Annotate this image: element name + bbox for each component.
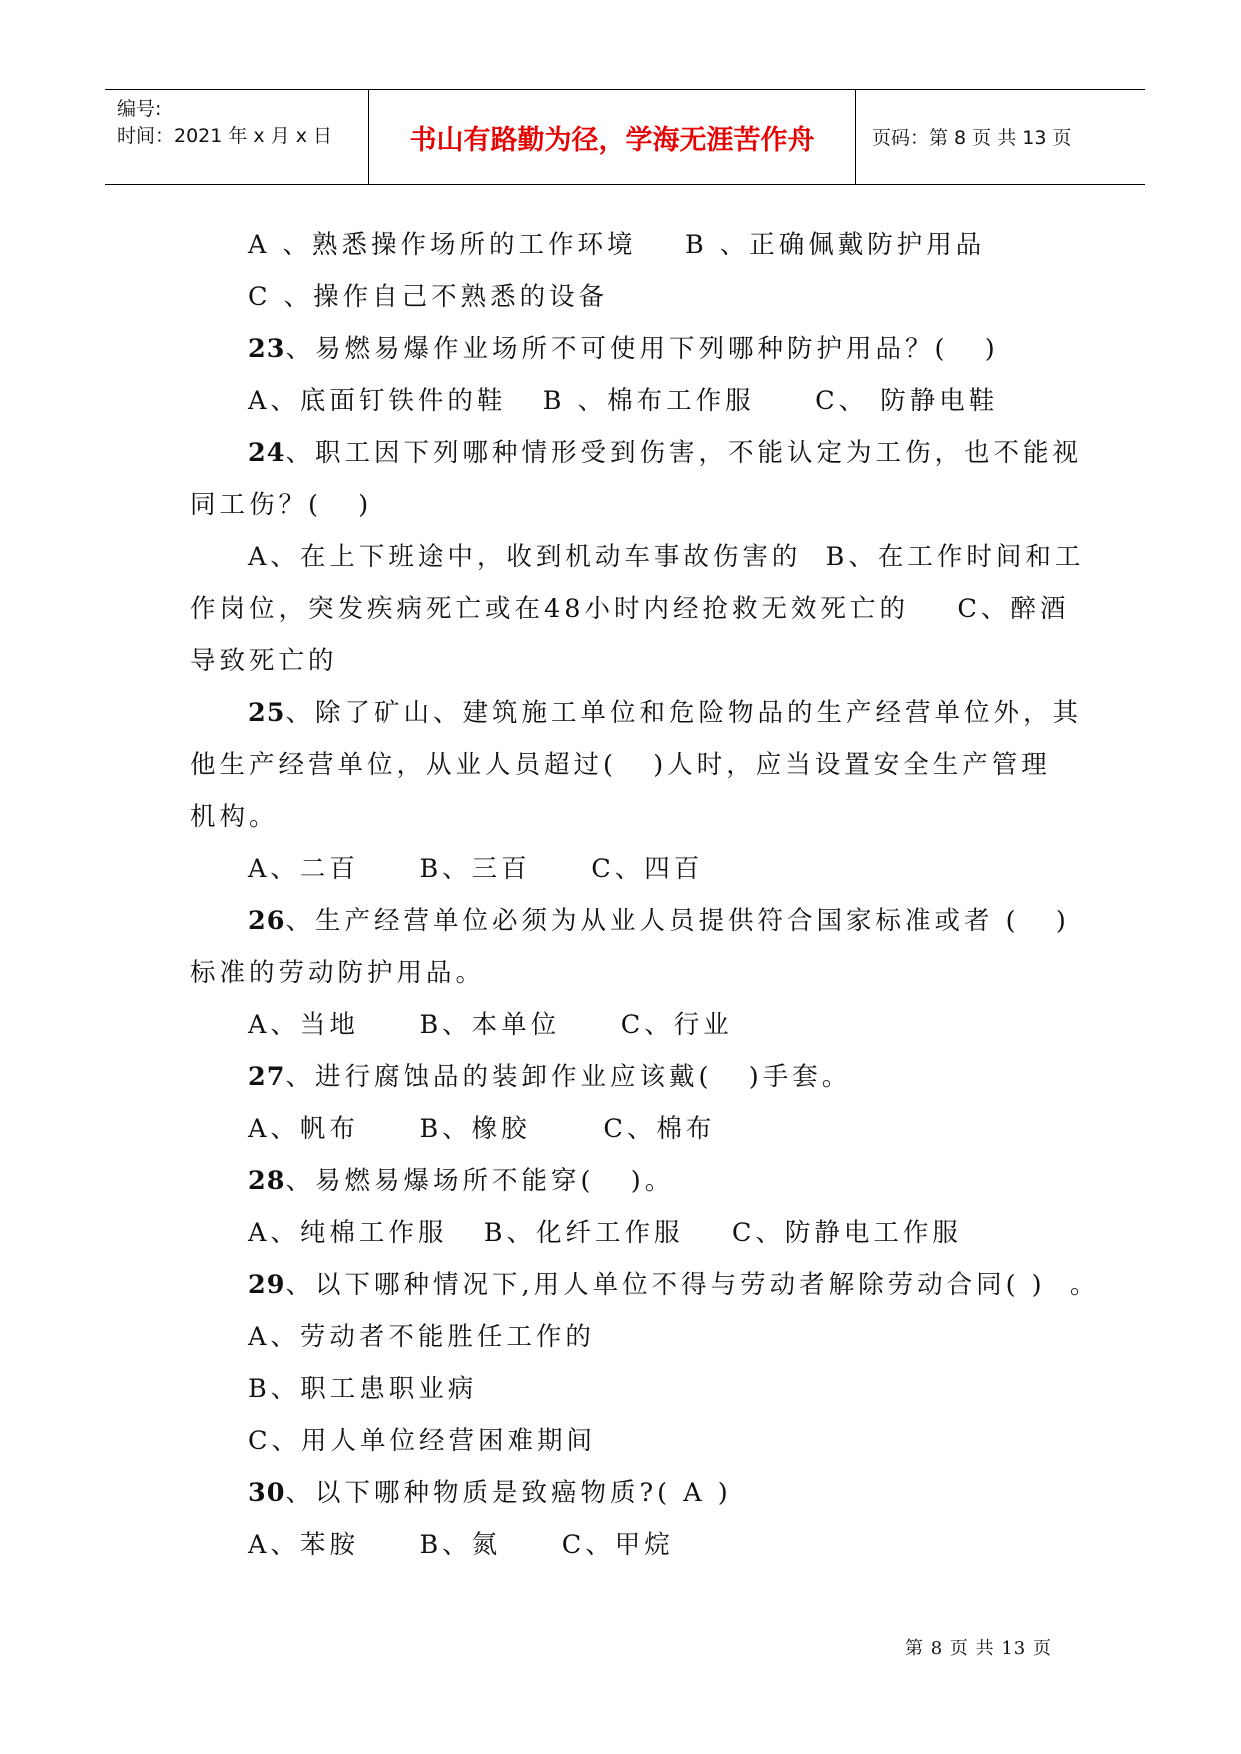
content-line bbox=[190, 1363, 1060, 1415]
question-line bbox=[190, 1155, 1060, 1207]
question-number: 25 bbox=[248, 698, 286, 728]
question-content bbox=[190, 219, 1100, 1571]
content-line bbox=[190, 635, 1060, 687]
document-time-label: 时间：2021 年 x 月 x 日 bbox=[117, 125, 333, 147]
content-line bbox=[190, 739, 1060, 791]
line-text: 、易燃易爆场所不能穿( )。 bbox=[285, 1166, 675, 1196]
content-line bbox=[190, 271, 1060, 323]
line-text: A、纯棉工作服 B、化纤工作服 C、防静电工作服 bbox=[248, 1218, 962, 1248]
content-line bbox=[190, 479, 1060, 531]
header-meta-cell bbox=[105, 90, 369, 184]
content-line bbox=[190, 843, 1060, 895]
page-footer: 第 8 页 共 13 页 bbox=[905, 1638, 1052, 1659]
question-number: 30 bbox=[248, 1478, 286, 1508]
question-line bbox=[190, 687, 1083, 739]
line-text: 作岗位，突发疾病死亡或在48小时内经抢救无效死亡的 C、醉酒 bbox=[190, 594, 1070, 624]
content-line bbox=[190, 1519, 1060, 1571]
content-line bbox=[190, 1415, 1060, 1467]
content-line bbox=[190, 1207, 1060, 1259]
header-page-cell bbox=[856, 90, 1145, 184]
line-text: 、进行腐蚀品的装卸作业应该戴( )手套。 bbox=[285, 1062, 852, 1092]
page-header bbox=[105, 89, 1145, 185]
question-line bbox=[190, 1259, 1100, 1311]
line-text: 、易燃易爆作业场所不可使用下列哪种防护用品？( ) bbox=[285, 334, 999, 364]
content-line bbox=[190, 999, 1060, 1051]
line-text: 、以下哪种情况下,用人单位不得与劳动者解除劳动合同( ) 。 bbox=[285, 1270, 1100, 1300]
line-text: A、苯胺 B、氮 C、甲烷 bbox=[248, 1530, 674, 1560]
question-number: 23 bbox=[248, 334, 286, 364]
question-line bbox=[190, 1051, 1060, 1103]
content-line bbox=[190, 947, 1060, 999]
content-line bbox=[190, 219, 1060, 271]
line-text: C 、操作自己不熟悉的设备 bbox=[248, 282, 609, 312]
line-text: 、以下哪种物质是致癌物质?( A ) bbox=[285, 1478, 732, 1508]
content-line bbox=[190, 1311, 1060, 1363]
line-text: C、用人单位经营困难期间 bbox=[248, 1426, 597, 1456]
content-line bbox=[190, 375, 1060, 427]
line-text: 、生产经营单位必须为从业人员提供符合国家标准或者 ( ) bbox=[285, 906, 1070, 936]
line-text: 导致死亡的 bbox=[190, 646, 338, 676]
line-text: A、当地 B、本单位 C、行业 bbox=[248, 1010, 733, 1040]
line-text: 、职工因下列哪种情形受到伤害，不能认定为工伤，也不能视 bbox=[285, 438, 1083, 468]
question-line bbox=[190, 427, 1083, 479]
header-motto: 书山有路勤为径，学海无涯苦作舟 bbox=[409, 125, 815, 156]
line-text: A 、熟悉操作场所的工作环境 B 、正确佩戴防护用品 bbox=[248, 230, 986, 260]
question-number: 26 bbox=[248, 906, 286, 936]
question-number: 28 bbox=[248, 1166, 286, 1196]
line-text: 他生产经营单位，从业人员超过( )人时，应当设置安全生产管理 bbox=[190, 750, 1051, 780]
line-text: A、劳动者不能胜任工作的 bbox=[248, 1322, 595, 1352]
line-text: B、职工患职业病 bbox=[248, 1374, 478, 1404]
header-motto-cell bbox=[369, 90, 856, 184]
question-number: 24 bbox=[248, 438, 286, 468]
question-number: 29 bbox=[248, 1270, 286, 1300]
content-line bbox=[190, 791, 1060, 843]
content-line bbox=[190, 531, 1085, 583]
line-text: 标准的劳动防护用品。 bbox=[190, 958, 486, 988]
line-text: A、底面钉铁件的鞋 B 、棉布工作服 C、 防静电鞋 bbox=[248, 386, 999, 416]
line-text: 同工伤？( ) bbox=[190, 490, 373, 520]
question-line bbox=[190, 895, 1070, 947]
content-line bbox=[190, 1103, 1060, 1155]
line-text: A、在上下班途中，收到机动车事故伤害的 B、在工作时间和工 bbox=[248, 542, 1085, 572]
question-line bbox=[190, 323, 1060, 375]
line-text: 机构。 bbox=[190, 802, 279, 832]
content-line bbox=[190, 583, 1070, 635]
question-number: 27 bbox=[248, 1062, 286, 1092]
header-page-info: 页码：第 8 页 共 13 页 bbox=[872, 127, 1072, 149]
question-line bbox=[190, 1467, 1060, 1519]
line-text: A、帆布 B、橡胶 C、棉布 bbox=[248, 1114, 716, 1144]
line-text: A、二百 B、三百 C、四百 bbox=[248, 854, 704, 884]
line-text: 、除了矿山、建筑施工单位和危险物品的生产经营单位外，其 bbox=[285, 698, 1083, 728]
document-number-label: 编号: bbox=[117, 98, 162, 120]
